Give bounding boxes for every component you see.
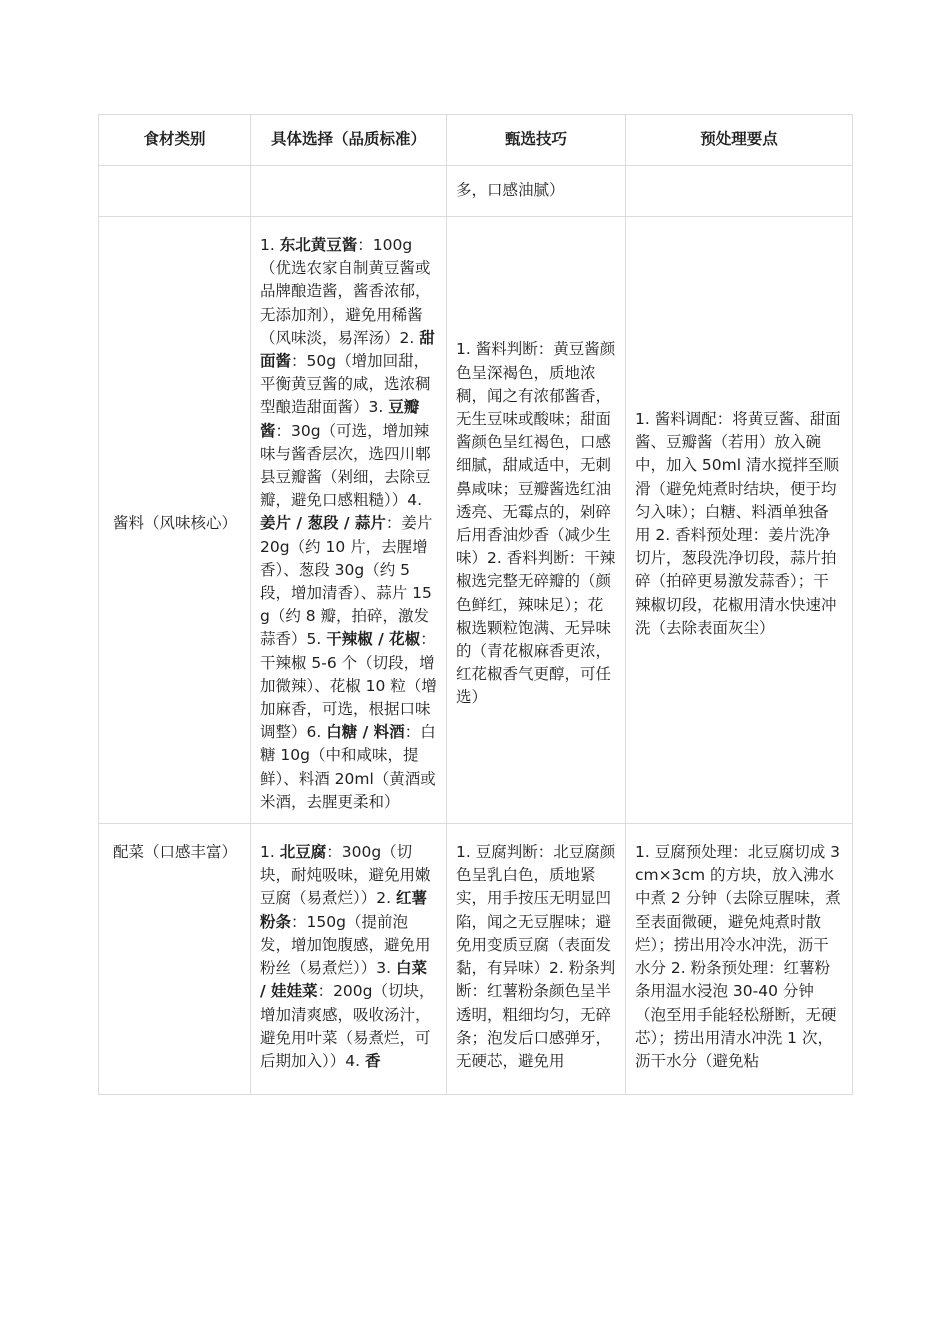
cell-tips: 1. 豆腐判断：北豆腐颜色呈乳白色，质地紧实，用手按压无明显凹陷，闻之无豆腥味；避免用变质豆腐（表面发黏，有异味）2. 粉条判断：红薯粉条颜色呈半透明，粗细均匀，无碎条；泡发后口感弹牙，无硬芯，避免用	[447, 824, 626, 1095]
bold-ingredient-name: 香	[364, 1051, 381, 1070]
bold-ingredient-name: 甜面酱	[260, 328, 435, 371]
bold-ingredient-name: 白菜 / 娃娃菜	[260, 959, 427, 1001]
header-category: 食材类别	[99, 115, 251, 166]
bold-ingredient-name: 东北黄豆酱	[279, 236, 358, 254]
header-tips: 甄选技巧	[447, 115, 626, 166]
bold-ingredient-name: 豆瓣酱	[260, 398, 420, 440]
ingredient-table	[98, 114, 853, 1095]
text-segment: 1.	[260, 236, 280, 254]
cell-tips: 1. 酱料判断：黄豆酱颜色呈深褐色，质地浓稠，闻之有浓郁酱香，无生豆味或酸味；甜面酱颜色呈红褐色，口感细腻，甜咸适中，无刺鼻咸味；豆瓣酱选红油透亮、无霉点的，剁碎后用香油炒香（减少生味）2. 香料判断：干辣椒选完整无碎瓣的（颜色鲜红，辣味足）；花椒选颗粒饱满、无异味的（青花椒麻香更浓，红花椒香气更醇，可任选）	[447, 217, 626, 824]
bold-ingredient-name: 干辣椒 / 花椒	[326, 630, 421, 649]
header-row	[99, 115, 853, 166]
document-page	[98, 114, 852, 1095]
text-segment: ：干辣椒 5-6 个（切段，增加微辣）、花椒 10 粒（增加麻香，可选，根据口味调整）6.	[260, 630, 437, 742]
cell-prep: 1. 豆腐预处理：北豆腐切成 3cm×3cm 的方块，放入沸水中煮 2 分钟（去除豆腥味，煮至表面微硬，避免炖煮时散烂）；捞出用冷水冲洗，沥干水分 2. 粉条预处理：红薯粉条用温水浸泡 30-40 分钟（泡至用手能轻松掰断，无硬芯）；捞出用清水冲洗 1 次，沥干水分（避免粘	[626, 824, 853, 1095]
header-prep: 预处理要点	[626, 115, 853, 166]
bold-ingredient-name: 白糖 / 料酒	[326, 723, 405, 742]
cell-tips: 多，口感油腻）	[447, 166, 626, 217]
table-row-side-dish	[99, 824, 853, 1095]
text-segment: ：姜片 20g（约 10 片，去腥增香）、葱段 30g（约 5 段，增加清香）、蒜片 15g（约 8 瓣，拍碎，激发蒜香）5.	[260, 514, 433, 649]
cell-prep	[626, 166, 853, 217]
text-segment: ：50g（增加回甜，平衡黄豆酱的咸，选浓稠型酿造甜面酱）3.	[260, 352, 431, 417]
bold-ingredient-name: 姜片 / 葱段 / 蒜片	[260, 514, 386, 533]
bold-ingredient-name: 红薯粉条	[260, 889, 427, 931]
cell-prep: 1. 酱料调配：将黄豆酱、甜面酱、豆瓣酱（若用）放入碗中，加入 50ml 清水搅拌至顺滑（避免炖煮时结块，便于均匀入味）；白糖、料酒单独备用 2. 香料预处理：姜片洗净切片，葱段洗净切段，蒜片拍碎（拍碎更易激发蒜香）；干辣椒切段，花椒用清水快速冲洗（去除表面灰尘）	[626, 217, 853, 824]
text-segment: ：白糖 10g（中和咸味，提鲜）、料酒 20ml（黄酒或米酒，去腥更柔和）	[260, 723, 436, 811]
bold-ingredient-name: 北豆腐	[279, 843, 327, 862]
text-segment: ：200g（切块，增加清爽感，吸收汤汁，避免用叶菜（易煮烂，可后期加入））4.	[260, 982, 435, 1070]
text-segment: ：30g（可选，增加辣味与酱香层次，选四川郫县豆瓣酱（剁细，去除豆瓣，避免口感粗糙））4.	[260, 421, 431, 510]
cell-category: 酱料（风味核心）	[99, 217, 251, 824]
header-choice: 具体选择（品质标准）	[251, 115, 447, 166]
text-segment: ：150g（提前泡发，增加饱腹感，避免用粉丝（易煮烂））3.	[260, 912, 431, 978]
text-segment: ：300g（切块，耐炖吸味，避免用嫩豆腐（易煮烂））2.	[260, 843, 431, 908]
cell-choice	[251, 824, 447, 1095]
cell-choice	[251, 217, 447, 824]
text-segment: 1.	[260, 843, 280, 862]
cell-choice	[251, 166, 447, 217]
cell-category	[99, 166, 251, 217]
cell-category: 配菜（口感丰富）	[99, 824, 251, 1095]
text-segment: ：100g（优选农家自制黄豆酱或品牌酿造酱，酱香浓郁，无添加剂），避免用稀酱（风味淡，易浑汤）2.	[260, 236, 431, 347]
table-row-continued	[99, 166, 853, 217]
table-row-sauce	[99, 217, 853, 824]
